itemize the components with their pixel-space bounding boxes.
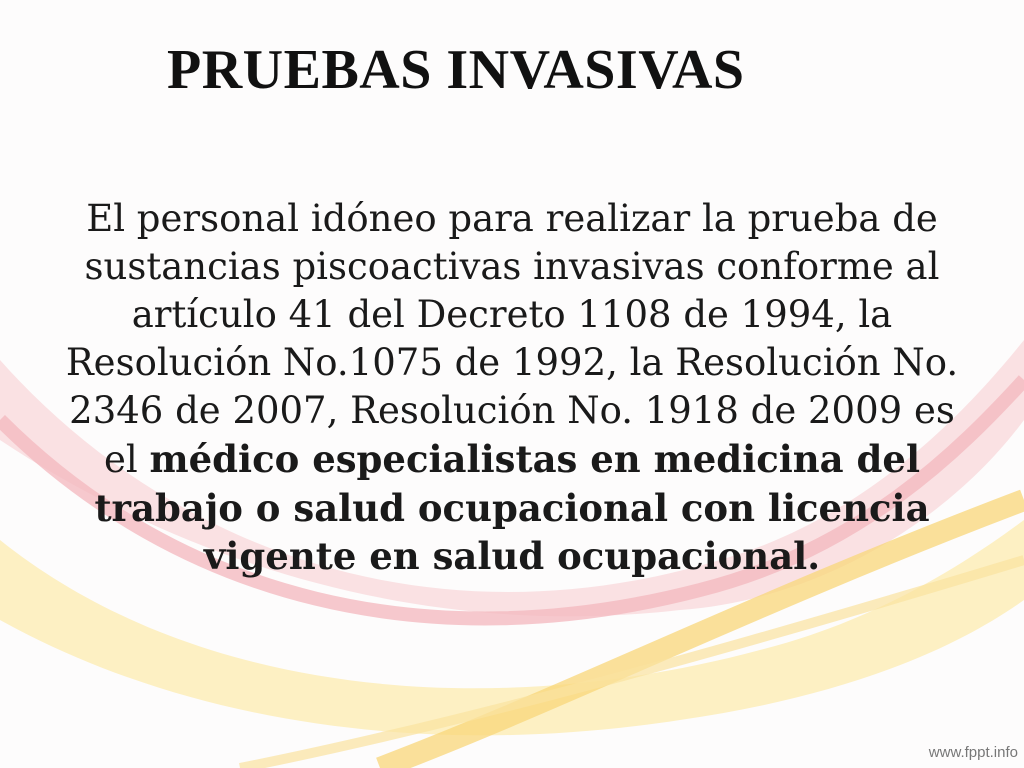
- footer-url: www.fppt.info: [928, 744, 1018, 761]
- body-line-7: trabajo o salud ocupacional con licencia: [94, 486, 930, 530]
- slide-title: PRUEBAS INVASIVAS: [167, 39, 745, 101]
- slide-body: [30, 195, 994, 580]
- body-line-3: artículo 41 del Decreto 1108 de 1994, la: [131, 293, 893, 336]
- body-line-5: 2346 de 2007, Resolución No. 1918 de 2009 es: [69, 389, 955, 432]
- body-line-1: El personal idóneo para realizar la prueba de: [86, 197, 938, 240]
- body-line-6: [30, 435, 994, 484]
- body-line-6-plain: el: [103, 438, 150, 481]
- body-line-6-bold: médico especialistas en medicina del: [149, 437, 920, 481]
- body-line-8: vigente en salud ocupacional.: [203, 534, 821, 578]
- body-line-2: sustancias piscoactivas invasivas conforme al: [84, 245, 940, 288]
- body-line-4: Resolución No.1075 de 1992, la Resolución No.: [65, 341, 959, 384]
